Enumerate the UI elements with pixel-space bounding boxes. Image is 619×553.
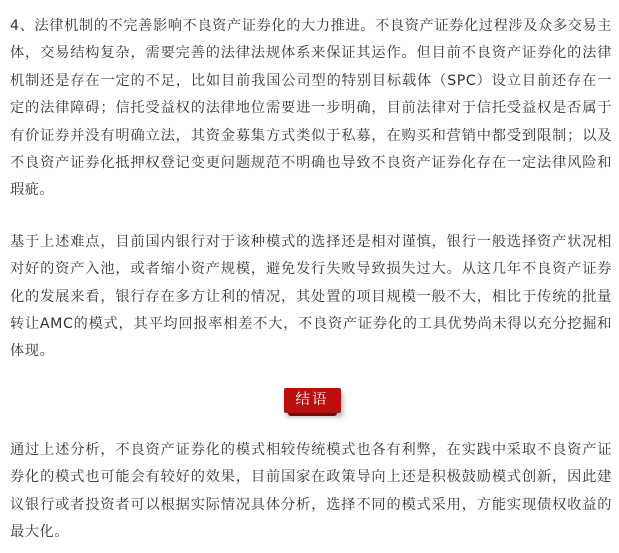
paragraph-conclusion: 通过上述分析，不良资产证券化的模式相较传统模式也各有利弊，在实践中采取不良资产证券化的模式也可能会有较好的效果，目前国家在政策导向上还是积极鼓励模式创新，因此建议银行或者投资者可以根据实际情况具体分析，选择不同的模式采用，方能实现债权收益的最大化。 bbox=[10, 441, 612, 541]
article-body bbox=[10, 0, 612, 547]
paragraph-legal-mechanism: 4、法律机制的不完善影响不良资产证券化的大力推进。不良资产证券化过程涉及众多交易主体，交易结构复杂，需要完善的法律法规体系来保证其运作。但目前不良资产证券化的法律机制还是存在一定的不足，比如目前我国公司型的特别目标载体（SPC）设立目前还存在一定的法律障碍；信托受益权的法律地位需要进一步明确，目前法律对于信托受益权是否属于有价证券并没有明确立法，其资金募集方式类似于私募，在购买和营销中都受到限制；以及不良资产证券化抵押权登记变更问题规范不明确也导致不良资产证券化存在一定法律风险和瑕疵。 bbox=[10, 18, 612, 199]
section-heading-badge: 结语 bbox=[284, 388, 341, 413]
section-heading-container bbox=[10, 385, 612, 421]
paragraph-bank-choice: 基于上述难点，目前国内银行对于该种模式的选择还是相对谨慎，银行一般选择资产状况相对好的资产入池，或者缩小资产规模，避免发行失败导致损失过大。从这几年不良资产证券化的发展来看，银行存在多方让利的情况，其处置的项目规模一般不大，相比于传统的批量转让AMC的模式，其平均回报率相差不大，不良资产证券化的工具优势尚未得以充分挖掘和体现。 bbox=[10, 233, 612, 360]
